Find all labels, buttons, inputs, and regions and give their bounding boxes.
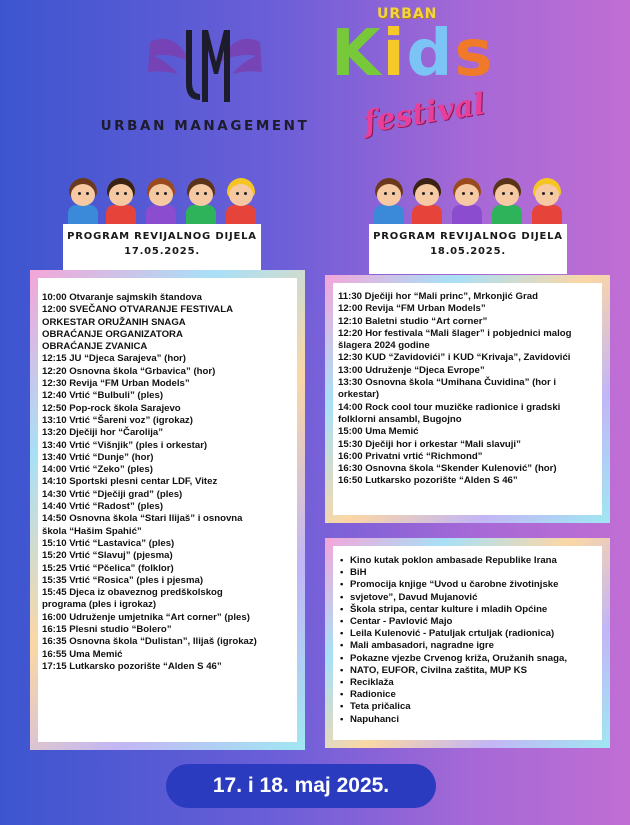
kid-icon <box>372 178 406 224</box>
kids-letter-s: s <box>454 17 495 91</box>
schedule-item: 16:00 Privatni vrtić “Richmond” <box>338 450 483 462</box>
activities-list <box>340 555 598 726</box>
schedule-item: 15:30 Dječiji hor i orkestar “Mali slavuji” <box>338 438 521 450</box>
schedule-item: 12:30 Revija “FM Urban Models” <box>42 378 190 390</box>
kid-icon <box>450 178 484 224</box>
schedule-item: 14:00 Vrtić “Zeko” (ples) <box>42 464 153 476</box>
activity-item: • svjetove”, Davud Mujanović <box>340 592 598 604</box>
schedule-item: 10:00 Otvaranje sajmskih štandova <box>42 292 202 303</box>
kid-icon <box>144 178 178 224</box>
activity-item: • Leila Kulenović - Patuljak crtuljak (radionica) <box>340 628 598 640</box>
schedule-item: 14:40 Vrtić “Radost” (ples) <box>42 501 164 513</box>
day2-sign-date: 18.05.2025. <box>430 245 506 257</box>
kid-icon <box>224 178 258 224</box>
activity-item: • Mali ambasadori, nagradne igre <box>340 640 598 652</box>
kids-logo-letters <box>331 17 495 91</box>
schedule-item: 15:45 Djeca iz obaveznog predškolskog <box>42 587 223 599</box>
schedule-item: OBRAĆANJE ORGANIZATORA <box>42 328 183 340</box>
schedule-item: 12:20 Hor festivala “Mali šlager” i pobjednici malog <box>338 327 572 339</box>
activity-item: • Radionice <box>340 689 598 701</box>
schedule-item: 15:20 Vrtić “Slavuj” (pjesma) <box>42 550 173 562</box>
schedule-item: folklorni ansambl, Bugojno <box>338 413 462 425</box>
kids-logo-festival-text: festival <box>361 86 488 141</box>
schedule-item: 15:25 Vrtić “Pčelica” (folklor) <box>42 562 174 574</box>
schedule-item: 14:30 Vrtić “Dječiji grad” (ples) <box>42 488 183 500</box>
day2-program-sign <box>369 224 567 274</box>
schedule-item: 13:20 Dječiji hor “Čarolija” <box>42 427 164 439</box>
schedule-item: 16:15 Plesni studio “Bolero” <box>42 624 172 636</box>
day1-schedule-list <box>42 292 293 673</box>
urban-management-text: URBAN MANAGEMENT <box>100 118 310 134</box>
activity-item: • Napuhanci <box>340 714 598 726</box>
kids-letter-k: K <box>331 17 383 91</box>
um-monogram-icon <box>140 22 270 114</box>
schedule-item: ORKESTAR ORUŽANIH SNAGA <box>42 316 186 328</box>
activity-item: • Pokazne vjezbe Crvenog križa, Oružanih snaga, <box>340 653 598 665</box>
activity-item: • Reciklaža <box>340 677 598 689</box>
schedule-item: 16:55 Uma Memić <box>42 648 123 660</box>
schedule-item: orkestar) <box>338 389 380 401</box>
schedule-item: 15:00 Uma Memić <box>338 426 419 438</box>
schedule-item: programa (ples i igrokaz) <box>42 599 157 611</box>
kid-icon <box>66 178 100 224</box>
kids-letter-d: d <box>406 17 455 91</box>
kid-icon <box>490 178 524 224</box>
schedule-item: 13:30 Osnovna škola “Umihana Čuvidina” (hor i <box>338 377 557 389</box>
schedule-item: 16:00 Udruženje umjetnika “Art corner” (ples) <box>42 611 250 623</box>
schedule-item: 12:50 Pop-rock škola Sarajevo <box>42 402 181 414</box>
day1-schedule-panel <box>30 270 305 750</box>
schedule-item: 15:10 Vrtić “Lastavica” (ples) <box>42 537 175 549</box>
day2-schedule-list <box>338 291 598 488</box>
kid-icon <box>104 178 138 224</box>
schedule-item: 13:40 Vrtić “Dunje” (hor) <box>42 451 154 463</box>
schedule-item: 13:10 Vrtić “Šareni voz” (igrokaz) <box>42 414 193 426</box>
schedule-item: 12:15 JU “Djeca Sarajeva” (hor) <box>42 353 186 365</box>
day1-sign-title: PROGRAM REVIJALNOG DIJELA <box>67 231 257 242</box>
festival-dates-badge: 17. i 18. maj 2025. <box>166 764 436 808</box>
day1-program-sign <box>63 224 261 274</box>
schedule-item: 12:30 KUD “Zavidovići” i KUD “Krivaja”, Zavidovići <box>338 352 571 364</box>
kids-letter-i: i <box>382 17 407 91</box>
schedule-item: 17:15 Lutkarsko pozorište “Alden S 46” <box>42 660 222 672</box>
schedule-item: 13:00 Udruženje “Djeca Evrope” <box>338 364 485 376</box>
activities-panel <box>325 538 610 748</box>
kid-icon <box>410 178 444 224</box>
schedule-item: 14:00 Rock cool tour muzičke radionice i gradski <box>338 401 561 413</box>
schedule-item: škola “Hašim Spahić” <box>42 525 142 537</box>
day2-sign-title: PROGRAM REVIJALNOG DIJELA <box>373 231 563 242</box>
schedule-item: 16:30 Osnovna škola “Skender Kulenović” (hor) <box>338 463 557 475</box>
schedule-item: 12:10 Baletni studio “Art corner” <box>338 315 488 327</box>
schedule-item: 12:00 Revija “FM Urban Models” <box>338 303 486 315</box>
activity-item: • Škola stripa, centar kulture i mladih Općine <box>340 604 598 616</box>
schedule-item: 12:00 SVEČANO OTVARANJE FESTIVALA <box>42 304 234 316</box>
activity-item: • Centar - Pavlović Majo <box>340 616 598 628</box>
kid-icon <box>184 178 218 224</box>
schedule-item: 16:35 Osnovna škola “Dulistan”, Ilijaš (igrokaz) <box>42 636 257 648</box>
kid-icon <box>530 178 564 224</box>
kids-festival-logo <box>325 4 495 144</box>
activity-item: • Promocija knjige “Uvod u čarobne životinjske <box>340 579 598 591</box>
schedule-item: 16:50 Lutkarsko pozorište “Alden S 46” <box>338 475 518 487</box>
urban-management-logo <box>100 22 310 142</box>
schedule-item: 14:10 Sportski plesni centar LDF, Vitez <box>42 476 218 488</box>
schedule-item: 11:30 Dječiji hor “Mali princ”, Mrkonjić Grad <box>338 291 538 302</box>
schedule-item: 12:40 Vrtić “Bulbuli” (ples) <box>42 390 164 402</box>
kids-logo-urban-text: URBAN <box>377 6 438 22</box>
schedule-item: 13:40 Vrtić “Višnjik” (ples i orkestar) <box>42 439 208 451</box>
activity-item: • Kino kutak poklon ambasade Republike Irana <box>340 555 598 567</box>
day2-kids-illustration <box>372 178 572 224</box>
activity-item: • NATO, EUFOR, Civilna zaštita, MUP KS <box>340 665 598 677</box>
schedule-item: 15:35 Vrtić “Rosica” (ples i pjesma) <box>42 574 204 586</box>
activity-item: • Teta pričalica <box>340 701 598 713</box>
day2-schedule-panel <box>325 275 610 523</box>
schedule-item: šlagera 2024 godine <box>338 340 430 352</box>
schedule-item: OBRAĆANJE ZVANICA <box>42 341 148 353</box>
schedule-item: 14:50 Osnovna škola “Stari Ilijaš” i osnovna <box>42 513 243 525</box>
day1-kids-illustration <box>66 178 266 224</box>
schedule-item: 12:20 Osnovna škola “Grbavica” (hor) <box>42 365 216 377</box>
day1-sign-date: 17.05.2025. <box>124 245 200 257</box>
activity-item: • BiH <box>340 567 598 579</box>
